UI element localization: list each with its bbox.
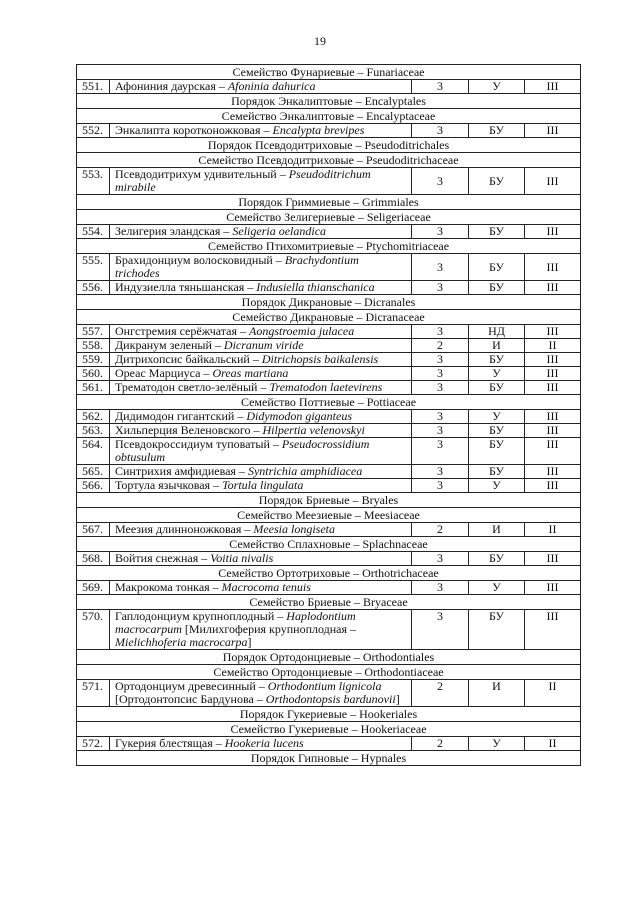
species-name [110,80,412,94]
taxon-header: Семейство Дикрановые – Dicranaceae [77,310,581,325]
status-cell: НД [469,325,525,339]
taxon-header: Семейство Поттиевые – Pottiaceae [77,395,581,410]
category-cell: 3 [412,581,469,595]
russian-name: Индузиелла тяньшанская – [115,280,257,294]
status-cell: БУ [469,610,525,650]
category-cell: 3 [412,225,469,239]
latin-name: Mielichhoferia macrocarpa [115,635,248,649]
rarity-cell: III [525,168,581,195]
species-row [77,680,581,707]
species-name [110,325,412,339]
rarity-cell: III [525,353,581,367]
rarity-cell: II [525,339,581,353]
taxon-header: Порядок Дикрановые – Dicranales [77,295,581,310]
latin-name: Pseudoditrichum mirabile [115,167,371,194]
taxon-header-row [77,595,581,610]
taxon-header: Семейство Зелигериевые – Seligeriaceae [77,210,581,225]
latin-name: Oreas martiana [212,366,289,380]
taxon-header-row [77,295,581,310]
rarity-cell: II [525,523,581,537]
species-row [77,523,581,537]
species-name [110,523,412,537]
species-row [77,353,581,367]
rarity-cell: III [525,254,581,281]
species-name [110,124,412,138]
species-name [110,610,412,650]
taxon-header-row [77,65,581,80]
russian-name: Зелигерия эландская – [115,224,233,238]
row-number: 556. [77,281,110,295]
russian-name: Ортодонциум древесинный – [115,679,268,693]
latin-name: Macrocoma tenuis [221,580,311,594]
species-name [110,339,412,353]
taxon-header-row [77,94,581,109]
taxon-header: Семейство Бриевые – Bryaceae [77,595,581,610]
row-number: 564. [77,438,110,465]
category-cell: 3 [412,438,469,465]
species-name [110,168,412,195]
category-cell: 3 [412,353,469,367]
taxon-header: Семейство Фунариевые – Funariaceae [77,65,581,80]
taxon-header-row [77,722,581,737]
latin-name: Tortula lingulata [222,478,304,492]
species-row [77,438,581,465]
latin-name: Orthodontopsis bardunovii [265,692,396,706]
category-cell: 2 [412,523,469,537]
category-cell: 3 [412,325,469,339]
russian-name: Онгстремия серёжчатая – [115,324,249,338]
russian-name: Афониния даурская – [115,79,228,93]
russian-name: [Ортодонтопсис Бардунова – [115,692,266,706]
row-number: 552. [77,124,110,138]
russian-name: Псевдодитрихум удивительный – [115,167,289,181]
latin-name: Hookeria lucens [224,736,304,750]
taxon-header-row [77,153,581,168]
status-cell: У [469,737,525,751]
species-name [110,737,412,751]
species-row [77,610,581,650]
status-cell: И [469,680,525,707]
status-cell: БУ [469,124,525,138]
row-number: 563. [77,424,110,438]
row-number: 561. [77,381,110,395]
rarity-cell: III [525,479,581,493]
row-number: 571. [77,680,110,707]
taxon-header: Семейство Ортотриховые – Orthotrichaceae [77,566,581,581]
species-row [77,367,581,381]
latin-name: Aongstroemia julacea [249,324,355,338]
row-number: 567. [77,523,110,537]
category-cell: 3 [412,254,469,281]
rarity-cell: III [525,80,581,94]
species-row [77,737,581,751]
species-name [110,438,412,465]
latin-name: Brachydontium trichodes [115,253,359,280]
russian-name: Хильперция Веленовского – [115,423,263,437]
taxon-header-row [77,537,581,552]
status-cell: БУ [469,254,525,281]
taxon-header-row [77,195,581,210]
rarity-cell: III [525,465,581,479]
russian-name: Энкалипта коротконожковая – [115,123,273,137]
taxon-header-row [77,508,581,523]
species-row [77,124,581,138]
status-cell: У [469,80,525,94]
taxon-header: Порядок Гипновые – Hypnales [77,751,581,766]
russian-name: Гукерия блестящая – [115,736,225,750]
russian-name: Дитрихопсис байкальский – [115,352,262,366]
species-name [110,254,412,281]
category-cell: 2 [412,339,469,353]
rarity-cell: III [525,281,581,295]
status-cell: БУ [469,381,525,395]
latin-name: Seligeria oelandica [232,224,327,238]
species-row [77,281,581,295]
row-number: 560. [77,367,110,381]
latin-name: Trematodon laetevirens [269,380,383,394]
taxon-header: Семейство Энкалиптовые – Encalyptaceae [77,109,581,124]
latin-name: Indusiella thianschanica [256,280,375,294]
species-name [110,581,412,595]
russian-name: Тортула язычковая – [115,478,223,492]
taxon-header-row [77,665,581,680]
rarity-cell: III [525,581,581,595]
taxon-header: Семейство Птихомитриевые – Ptychomitriaceae [77,239,581,254]
latin-name: Didymodon giganteus [246,409,352,423]
category-cell: 3 [412,168,469,195]
category-cell: 3 [412,410,469,424]
russian-name: Синтрихия амфидиевая – [115,464,248,478]
species-name [110,552,412,566]
status-cell: У [469,581,525,595]
species-row [77,254,581,281]
russian-name: Гаплодонциум крупноплодный – [115,609,287,623]
status-cell: БУ [469,168,525,195]
species-row [77,325,581,339]
species-name [110,353,412,367]
row-number: 555. [77,254,110,281]
taxon-header-row [77,138,581,153]
category-cell: 2 [412,737,469,751]
latin-name: Meesia longiseta [253,522,335,536]
species-name [110,680,412,707]
taxon-header-row [77,210,581,225]
category-cell: 3 [412,281,469,295]
category-cell: 3 [412,610,469,650]
taxon-header: Семейство Гукериевые – Hookeriaceae [77,722,581,737]
taxon-header: Семейство Меезиевые – Meesiaceae [77,508,581,523]
species-row [77,465,581,479]
row-number: 570. [77,610,110,650]
latin-name: Dicranum viride [223,338,304,352]
latin-name: Haplodontium macrocarpum [115,609,356,636]
row-number: 554. [77,225,110,239]
latin-name: Encalypta brevipes [272,123,365,137]
russian-name: Дикранум зеленый – [115,338,224,352]
russian-name: ] [395,692,400,706]
russian-name: [Милихгоферия крупноплодная – [181,622,357,636]
russian-name: Ореас Марциуса – [115,366,213,380]
species-name [110,465,412,479]
row-number: 569. [77,581,110,595]
latin-name: Syntrichia amphidiacea [247,464,363,478]
taxon-header-row [77,566,581,581]
status-cell: У [469,410,525,424]
row-number: 559. [77,353,110,367]
row-number: 557. [77,325,110,339]
row-number: 572. [77,737,110,751]
rarity-cell: II [525,737,581,751]
latin-name: Hilpertia velenovskyi [262,423,365,437]
taxon-header: Порядок Бриевые – Bryales [77,493,581,508]
row-number: 551. [77,80,110,94]
row-number: 568. [77,552,110,566]
species-row [77,168,581,195]
taxon-header-row [77,395,581,410]
taxon-header: Семейство Сплахновые – Splachnaceae [77,537,581,552]
status-cell: И [469,339,525,353]
species-name [110,479,412,493]
species-row [77,225,581,239]
rarity-cell: III [525,124,581,138]
status-cell: И [469,523,525,537]
rarity-cell: III [525,410,581,424]
russian-name: Брахидонциум волосковидный – [115,253,285,267]
russian-name: Псевдокроссидиум туповатый – [115,437,282,451]
page-number: 19 [314,34,326,48]
status-cell: БУ [469,281,525,295]
taxon-header: Порядок Псевдодитриховые – Pseudoditrichales [77,138,581,153]
taxon-header-row [77,493,581,508]
rarity-cell: III [525,610,581,650]
category-cell: 3 [412,465,469,479]
taxon-header-row [77,310,581,325]
rarity-cell: III [525,381,581,395]
species-row [77,339,581,353]
species-row [77,581,581,595]
status-cell: У [469,479,525,493]
rarity-cell: III [525,367,581,381]
row-number: 558. [77,339,110,353]
taxon-header: Порядок Гриммиевые – Grimmiales [77,195,581,210]
taxon-header-row [77,239,581,254]
status-cell: БУ [469,225,525,239]
red-list-table [76,64,581,766]
taxon-header-row [77,109,581,124]
russian-name: Меезия длинноножковая – [115,522,254,536]
row-number: 565. [77,465,110,479]
species-name [110,281,412,295]
russian-name: Войтия снежная – [115,551,211,565]
rarity-cell: III [525,438,581,465]
status-cell: БУ [469,438,525,465]
status-cell: БУ [469,424,525,438]
latin-name: Pseudocrossidium obtusulum [115,437,370,464]
category-cell: 3 [412,552,469,566]
rarity-cell: III [525,552,581,566]
status-cell: БУ [469,353,525,367]
species-row [77,80,581,94]
category-cell: 3 [412,479,469,493]
species-name [110,367,412,381]
species-name [110,424,412,438]
category-cell: 3 [412,80,469,94]
status-cell: БУ [469,552,525,566]
taxon-header-row [77,650,581,665]
taxon-header: Семейство Псевдодитриховые – Pseudoditrichaceae [77,153,581,168]
status-cell: БУ [469,465,525,479]
row-number: 562. [77,410,110,424]
latin-name: Afoninia dahurica [227,79,316,93]
species-name [110,225,412,239]
rarity-cell: III [525,424,581,438]
taxon-header: Порядок Ортодонциевые – Orthodontiales [77,650,581,665]
russian-name: Макрокома тонкая – [115,580,222,594]
category-cell: 2 [412,680,469,707]
species-name [110,381,412,395]
russian-name: Дидимодон гигантский – [115,409,247,423]
russian-name: Трематодон светло-зелёный – [115,380,270,394]
table-body [77,65,581,766]
status-cell: У [469,367,525,381]
category-cell: 3 [412,124,469,138]
taxon-header-row [77,751,581,766]
category-cell: 3 [412,367,469,381]
category-cell: 3 [412,381,469,395]
species-name [110,410,412,424]
russian-name: ] [247,635,252,649]
rarity-cell: III [525,225,581,239]
species-row [77,479,581,493]
latin-name: Orthodontium lignicola [267,679,382,693]
taxon-header: Порядок Гукериевые – Hookeriales [77,707,581,722]
category-cell: 3 [412,424,469,438]
taxon-header-row [77,707,581,722]
taxon-header: Семейство Ортодонциевые – Orthodontiaceae [77,665,581,680]
species-row [77,410,581,424]
rarity-cell: II [525,680,581,707]
latin-name: Voitia nivalis [210,551,274,565]
species-row [77,552,581,566]
taxon-header: Порядок Энкалиптовые – Encalyptales [77,94,581,109]
species-row [77,424,581,438]
latin-name: Ditrichopsis baikalensis [261,352,379,366]
species-row [77,381,581,395]
rarity-cell: III [525,325,581,339]
row-number: 566. [77,479,110,493]
row-number: 553. [77,168,110,195]
